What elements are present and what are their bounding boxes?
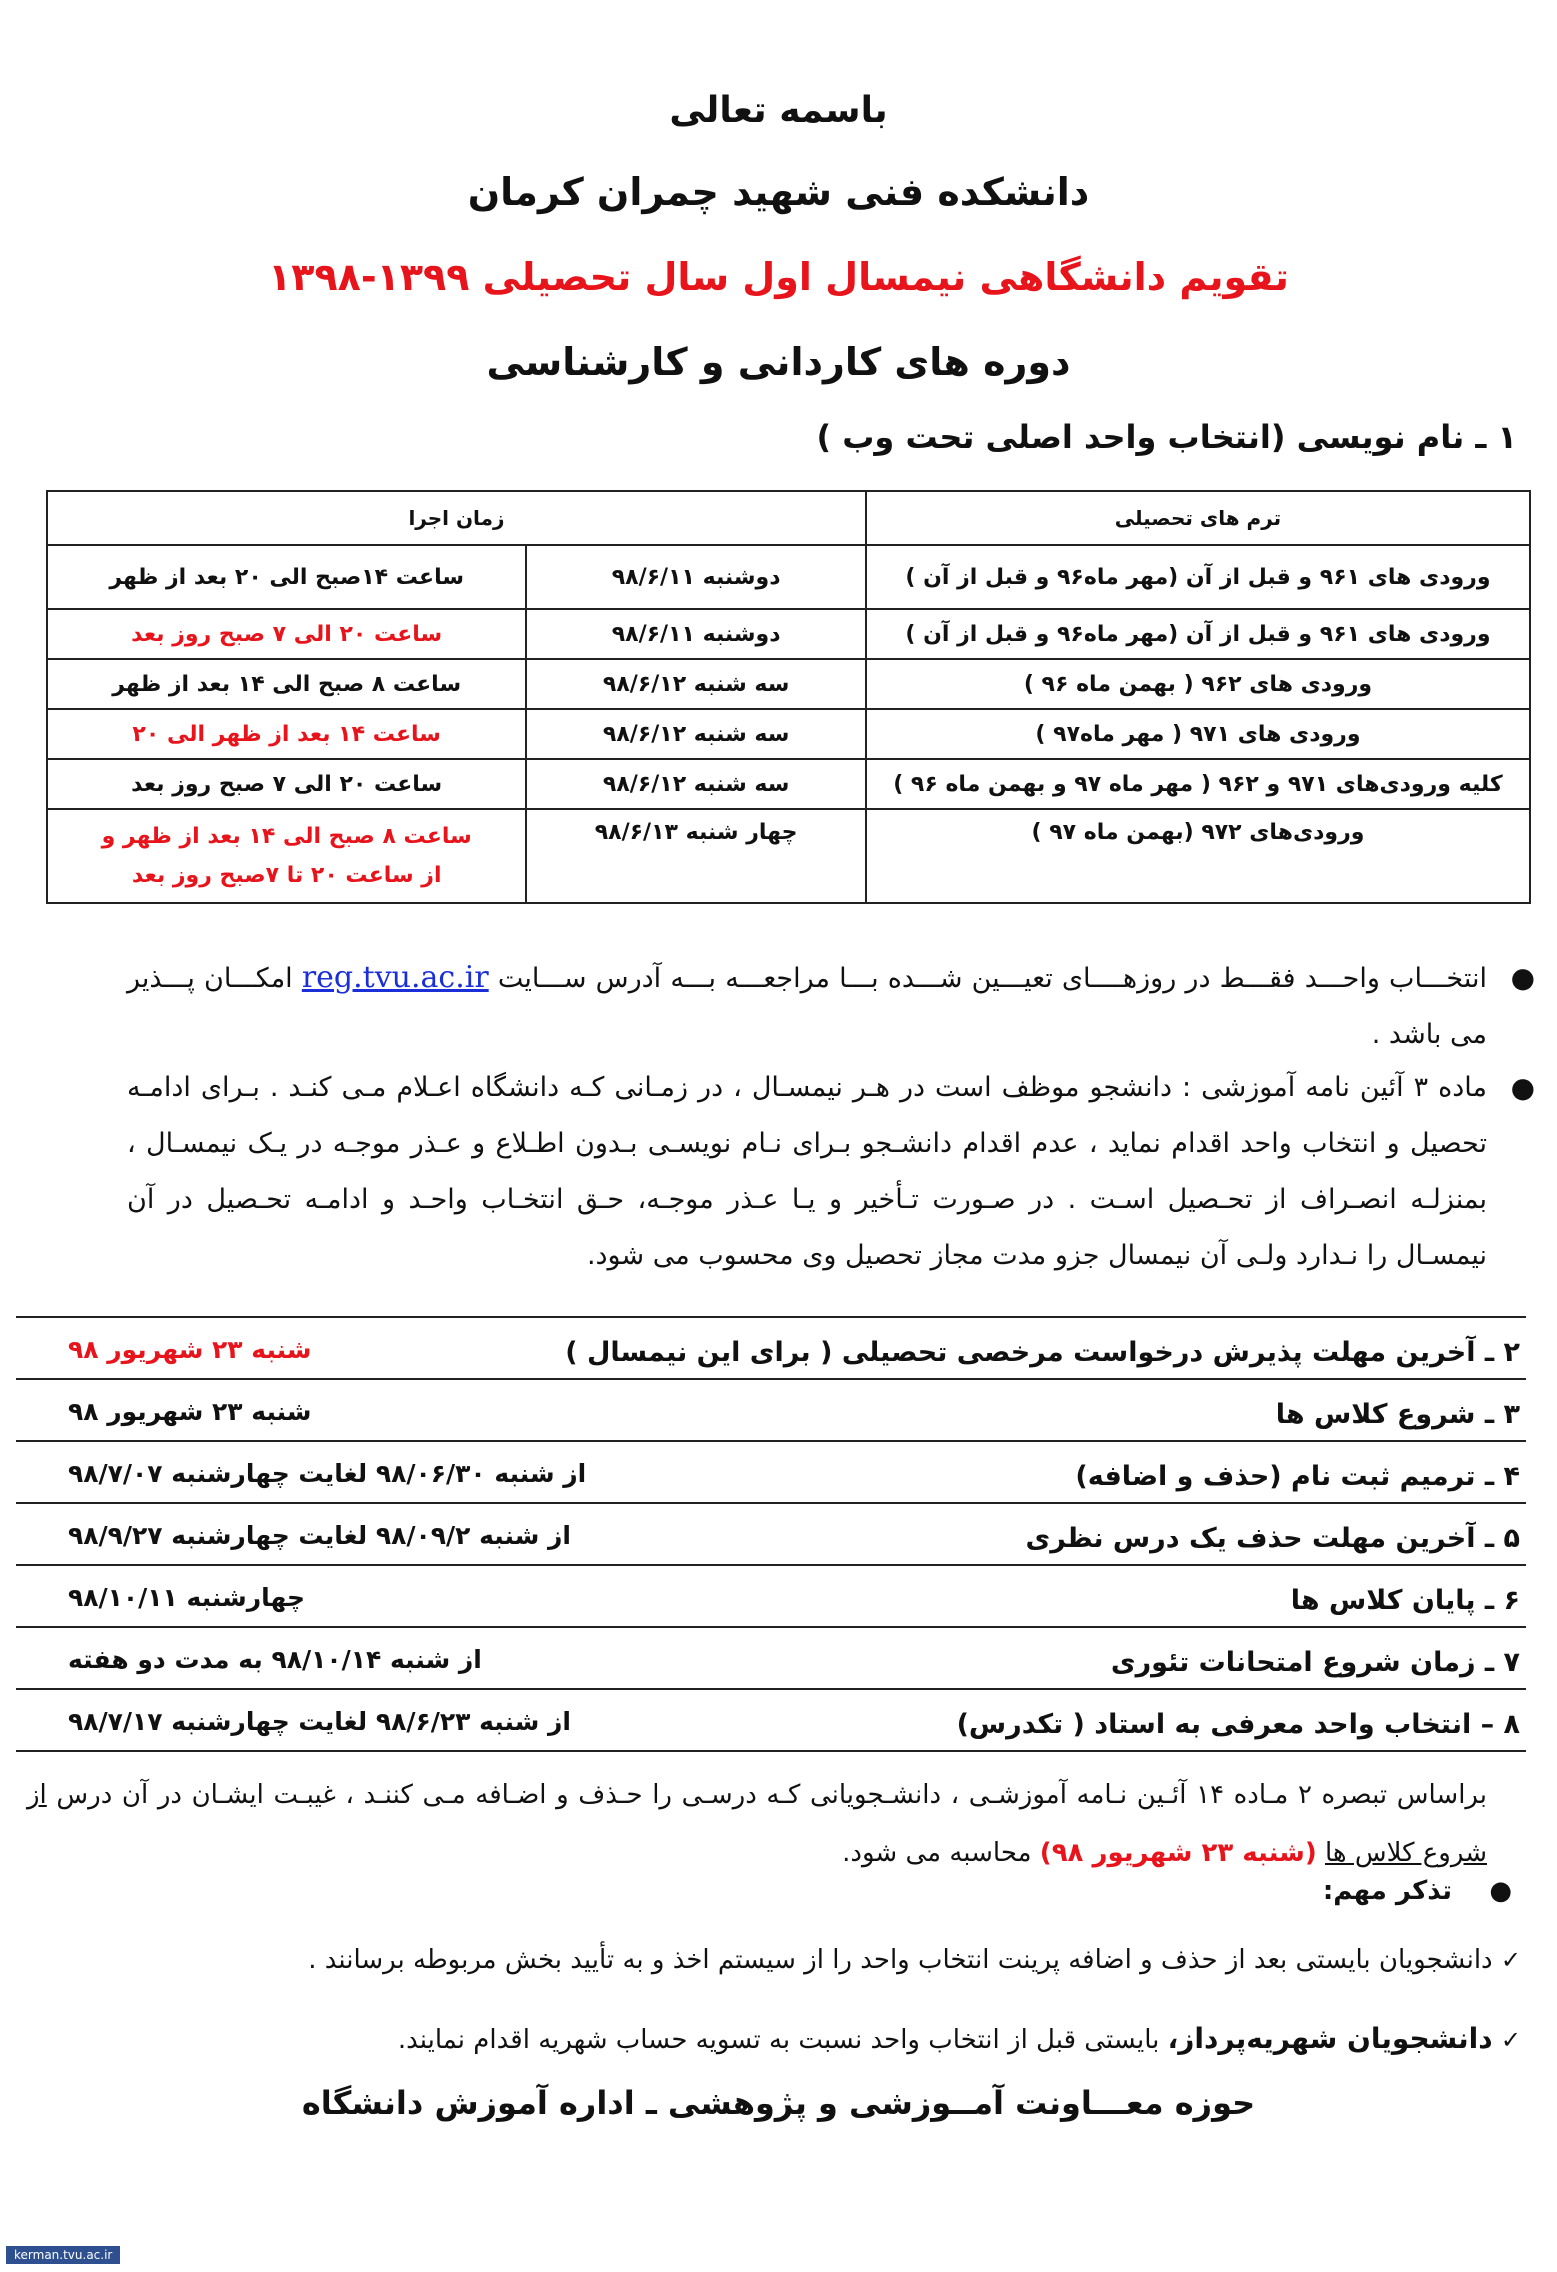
bullet-dot-icon: ●: [1510, 1071, 1535, 1104]
time-cell: [47, 545, 526, 609]
bullet-dot-icon: ●: [1510, 961, 1535, 994]
check-icon: ✓: [1500, 1946, 1521, 1974]
table-row: [47, 709, 1530, 759]
header-calendar-title: تقویم دانشگاهی نیمسال اول سال تحصیلی ۱۳۹۹-۱۳۹۸: [268, 255, 1289, 299]
time-text: ساعت ۸ صبح الی ۱۴ بعد از ظهر و: [101, 824, 472, 849]
calendar-item-row: [16, 1566, 1526, 1628]
calendar-item-row: [16, 1628, 1526, 1690]
item-label: ۸ – انتخاب واحد معرفی به استاد ( تکدرس): [956, 1709, 1520, 1740]
item-label: ۶ ـ پایان کلاس ها: [1290, 1585, 1520, 1616]
item-date-value: از شنبه ۹۸/۰۹/۲ لغایت چهارشنبه ۹۸/۹/۲۷: [68, 1521, 571, 1550]
bullet-article-3: [127, 1060, 1535, 1284]
date-cell: چهار شنبه ۹۸/۶/۱۳: [526, 809, 866, 903]
note-text-part4: محاسبه می شود.: [842, 1838, 1032, 1868]
date-cell: دوشنبه ۹۸/۶/۱۱: [526, 545, 866, 609]
term-cell: ورودی های ۹۶۱ و قبل از آن (مهر ماه۹۶ و قبل از آن ): [866, 545, 1530, 609]
note-text-part1: براساس تبصره ۲ مـاده ۱۴ آئـین نـامه آموزشـی ، دانشـجویانی کـه درسـی را حـذف و اضـافه مـی کننـد ، غیبـت ایشـان در آن درس: [56, 1780, 1488, 1810]
header-college-name: دانشکده فنی شهید چمران کرمان: [467, 170, 1090, 214]
item-date-value: شنبه ۲۳ شهریور ۹۸: [68, 1397, 312, 1426]
term-cell: کلیه ورودی‌های ۹۷۱ و ۹۶۲ ( مهر ماه ۹۷ و بهمن ماه ۹۶ ): [866, 759, 1530, 809]
term-cell: ورودی‌های ۹۷۲ (بهمن ماه ۹۷ ): [866, 809, 1530, 903]
calendar-item-row: [16, 1380, 1526, 1442]
table-row: [47, 545, 1530, 609]
col-header-time: زمان اجرا: [47, 491, 866, 545]
term-cell: ورودی های ۹۶۲ ( بهمن ماه ۹۶ ): [866, 659, 1530, 709]
item-date-value: چهارشنبه ۹۸/۱۰/۱۱: [68, 1583, 305, 1612]
calendar-item-row: [16, 1504, 1526, 1566]
item-date-value: شنبه ۲۳ شهریور ۹۸: [68, 1335, 312, 1364]
table-row: [47, 759, 1530, 809]
reminder-text: دانشجویان بایستی بعد از حذف و اضافه پرینت انتخاب واحد را از سیستم اخذ و به تأیید بخش مربوطه برسانند .: [308, 1945, 1493, 1975]
item-date-value: از شنبه ۹۸/۶/۲۳ لغایت چهارشنبه ۹۸/۷/۱۷: [68, 1707, 571, 1736]
reminder-title: تذکر مهم:: [1322, 1876, 1452, 1906]
time-cell: [47, 809, 526, 903]
date-cell: دوشنبه ۹۸/۶/۱۱: [526, 609, 866, 659]
bullet-text-before-link: انتخـــاب واحـــد فقـــط در روزهــــای تعیـــین شـــده بـــا مراجعـــه بـــه آدرس ســـایت: [497, 963, 1487, 994]
calendar-item-row: [16, 1318, 1526, 1380]
time-text-line2: از ساعت ۲۰ تا ۷صبح روز بعد: [131, 863, 442, 888]
site-watermark: kerman.tvu.ac.ir: [6, 2246, 120, 2264]
time-cell: [47, 709, 526, 759]
bullet-article-3-text: ماده ۳ آئین نامه آموزشی : دانشجو موظف است در هـر نیمسـال ، در زمـانی کـه دانشگاه اعـلام مـی کنـد . بـرای ادامـه تحصیل و انتخاب واحد اقدام نماید ، عدم اقدام دانشـجو بـرای نـام نویسـی بـدون اطـلاع و عـذر موجـه در یـک نیمسـال ، بمنزلـه انصـراف از تحـصیل اسـت . در صـورت تـأخیر و یـا عـذر موجـه، حـق انتخـاب واحـد و ادامـه تحـصیل در آن نیمسـال را نـدارد ولـی آن نیمسال جزو مدت مجاز تحصیل وی محسوب می شود.: [127, 1072, 1487, 1271]
time-text: ساعت ۲۰ الی ۷ صبح روز بعد: [131, 771, 443, 797]
registration-schedule-table: [46, 490, 1531, 904]
reminder-item: [41, 2022, 1521, 2055]
time-text: ساعت ۱۴صبح الی ۲۰ بعد از ظهر: [109, 564, 464, 590]
time-text: ساعت ۱۴ بعد از ظهر الی ۲۰: [132, 721, 441, 747]
reminder-text: بایستی قبل از انتخاب واحد نسبت به تسویه حساب شهریه اقدام نمایند.: [397, 2025, 1160, 2055]
reminder-heading: [1322, 1876, 1512, 1906]
table-row: [47, 659, 1530, 709]
note-text-part2: از شروع کلاس ها: [27, 1780, 1487, 1868]
reminder-item: [41, 1945, 1521, 1975]
table-header-row: [47, 491, 1530, 545]
bullet-web-registration: [127, 950, 1535, 1063]
item-label: ۷ ـ زمان شروع امتحانات تئوری: [1110, 1647, 1520, 1678]
time-text: ساعت ۸ صبح الی ۱۴ بعد از ظهر: [112, 671, 462, 697]
term-cell: ورودی های ۹۷۱ ( مهر ماه۹۷ ): [866, 709, 1530, 759]
time-cell: [47, 659, 526, 709]
date-cell: سه شنبه ۹۸/۶/۱۲: [526, 659, 866, 709]
footer-office: حوزه معـــاونت آمــوزشی و پژوهشی ـ اداره آموزش دانشگاه: [301, 2084, 1256, 2122]
item-label: ۲ ـ آخرین مهلت پذیرش درخواست مرخصی تحصیلی ( برای این نیمسال ): [565, 1337, 1520, 1368]
check-icon: ✓: [1500, 2026, 1521, 2054]
table-row: [47, 809, 1530, 903]
section-registration-title: ۱ ـ نام نویسی (انتخاب واحد اصلی تحت وب ): [816, 418, 1517, 456]
note-text-date: (شنبه ۲۳ شهریور ۹۸): [1039, 1838, 1317, 1868]
time-cell: [47, 609, 526, 659]
registration-site-link[interactable]: reg.tvu.ac.ir: [301, 960, 489, 995]
header-bismillah: باسمه تعالی: [669, 90, 888, 131]
item-label: ۳ ـ شروع کلاس ها: [1275, 1399, 1520, 1430]
table-row: [47, 609, 1530, 659]
header-program-levels: دوره های کاردانی و کارشناسی: [486, 340, 1071, 384]
bullet-dot-icon: ●: [1489, 1876, 1512, 1906]
time-cell: [47, 759, 526, 809]
reminder-bold: دانشجویان شهریه‌پرداز،: [1167, 2022, 1493, 2055]
calendar-item-row: [16, 1442, 1526, 1504]
item-date-value: از شنبه ۹۸/۱۰/۱۴ به مدت دو هفته: [68, 1645, 482, 1674]
item-date-value: از شنبه ۹۸/۰۶/۳۰ لغایت چهارشنبه ۹۸/۷/۰۷: [68, 1459, 587, 1488]
term-cell: ورودی های ۹۶۱ و قبل از آن (مهر ماه۹۶ و قبل از آن ): [866, 609, 1530, 659]
note-paragraph: [27, 1766, 1487, 1882]
bullet-text-after-link: امکـــان پـــذیر می باشد .: [127, 963, 1487, 1050]
date-cell: سه شنبه ۹۸/۶/۱۲: [526, 759, 866, 809]
item-label: ۵ ـ آخرین مهلت حذف یک درس نظری: [1025, 1523, 1520, 1554]
calendar-item-row: [16, 1690, 1526, 1752]
date-cell: سه شنبه ۹۸/۶/۱۲: [526, 709, 866, 759]
time-text: ساعت ۲۰ الی ۷ صبح روز بعد: [131, 621, 443, 647]
item-label: ۴ ـ ترمیم ثبت نام (حذف و اضافه): [1075, 1461, 1520, 1492]
col-header-term: ترم های تحصیلی: [866, 491, 1530, 545]
